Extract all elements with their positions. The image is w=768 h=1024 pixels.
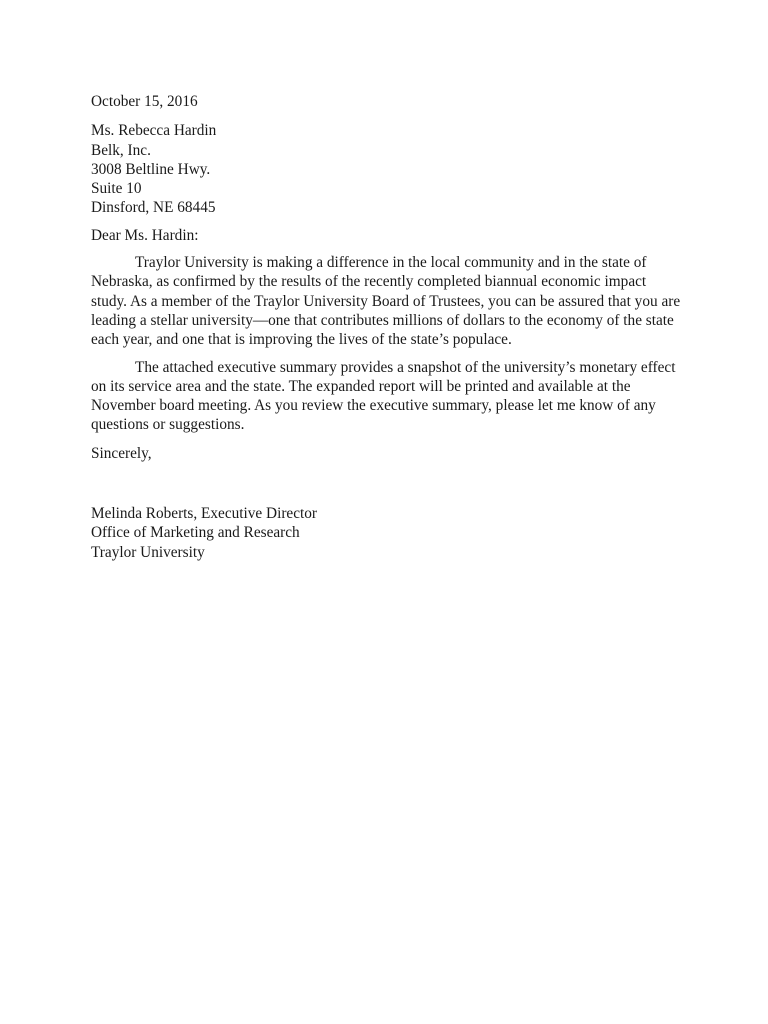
- letter-body: [91, 92, 681, 562]
- letter-date: October 15, 2016: [91, 93, 198, 110]
- salutation: Dear Ms. Hardin:: [91, 226, 199, 244]
- recipient-city-state-zip: Dinsford, NE 68445: [91, 199, 216, 217]
- body-paragraph-1: Traylor University is making a difference in the local community and in the state of Nebraska, as confirmed by the results of the recently completed biannual economic impact study. As a member of the Traylor University Board of Trustees, you can be assured that you are leading a stellar university—one that contributes millions of dollars to the economy of the state each year, and one that is improving the lives of the state’s populace.: [91, 254, 681, 349]
- sender-office: Office of Marketing and Research: [91, 524, 300, 542]
- recipient-address: [91, 121, 681, 217]
- signature-block: [91, 504, 681, 562]
- closing: Sincerely,: [91, 444, 152, 462]
- sender-organization: Traylor University: [91, 543, 205, 561]
- recipient-name: Ms. Rebecca Hardin: [91, 122, 217, 140]
- recipient-company: Belk, Inc.: [91, 141, 151, 159]
- body-paragraph-2: The attached executive summary provides a snapshot of the university’s monetary effect on its service area and the state. The expanded report will be printed and available at the November board meeting. As you review the executive summary, please let me know of any questions or suggestions.: [91, 358, 676, 434]
- recipient-suite: Suite 10: [91, 180, 142, 198]
- recipient-street: 3008 Beltline Hwy.: [91, 160, 211, 178]
- sender-name-title: Melinda Roberts, Executive Director: [91, 505, 317, 523]
